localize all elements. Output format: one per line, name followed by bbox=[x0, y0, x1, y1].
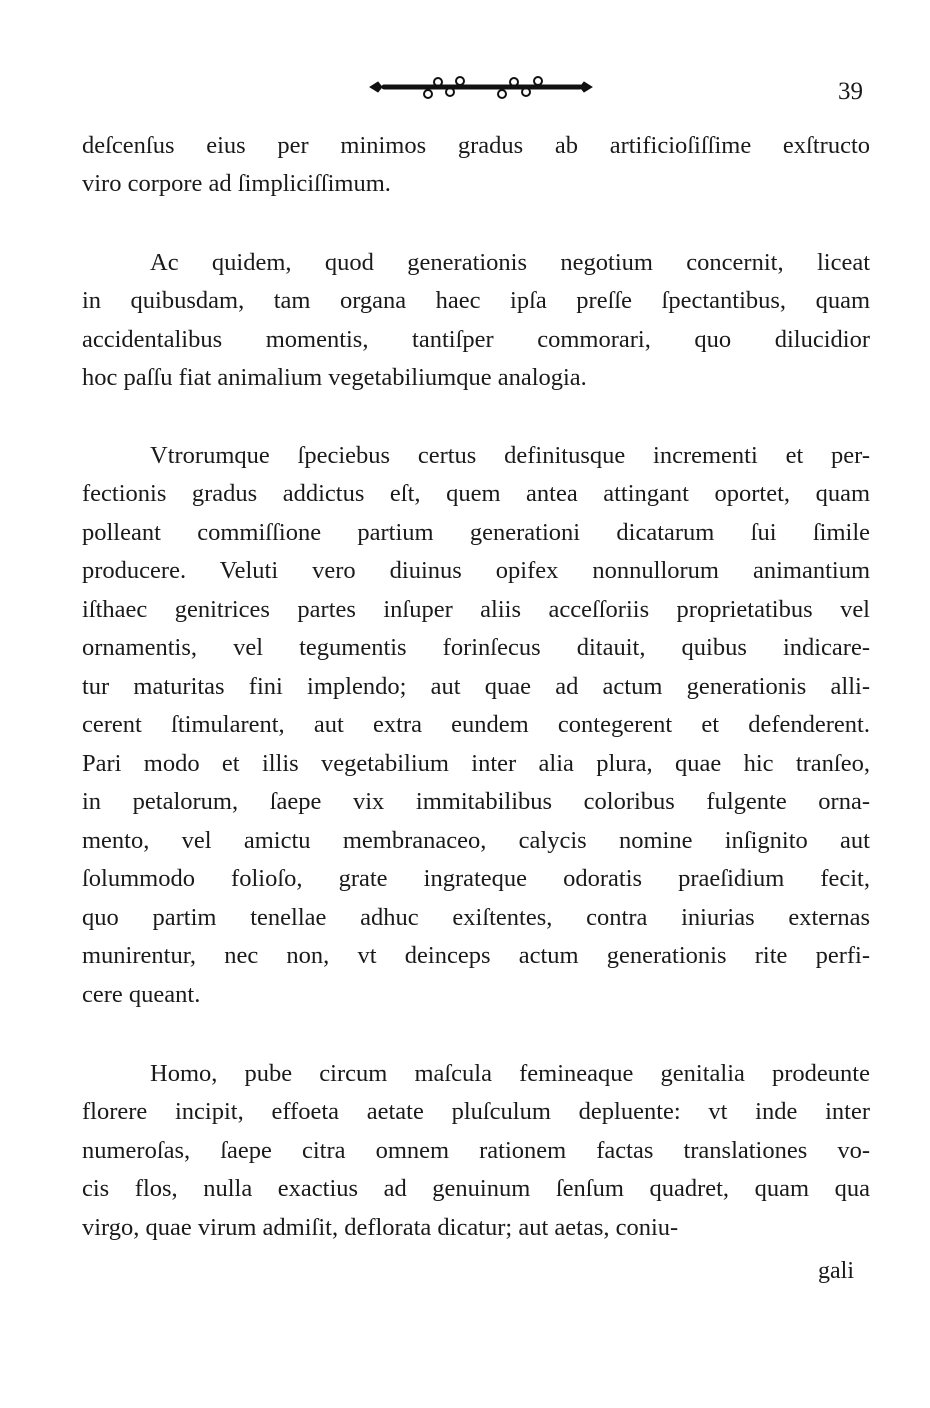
text-line: munirentur, nec non, vt deinceps actum generationis rite perfi- bbox=[82, 942, 870, 969]
page-number: 39 bbox=[838, 78, 863, 105]
text-line: hoc paſſu fiat animalium vegetabiliumque analogia. bbox=[82, 364, 587, 391]
text-line: Homo, pube circum maſcula femineaque genitalia prodeunte bbox=[150, 1060, 870, 1087]
text-line: iſthaec genitrices partes inſuper aliis acceſſoriis proprietatibus vel bbox=[82, 596, 870, 623]
text-line: mento, vel amictu membranaceo, calycis nomine inſignito aut bbox=[82, 827, 870, 854]
text-line: Vtrorumque ſpeciebus certus definitusque incrementi et per- bbox=[150, 442, 870, 469]
text-line: tur maturitas fini implendo; aut quae ad actum generationis alli- bbox=[82, 673, 870, 700]
text-line: Pari modo et illis vegetabilium inter alia plura, quae hic tranſeo, bbox=[82, 750, 870, 777]
text-line: ſolummodo folioſo, grate ingrateque odoratis praeſidium fecit, bbox=[82, 865, 870, 892]
text-line: virgo, quae virum admiſit, deflorata dicatur; aut aetas, coniu- bbox=[82, 1214, 679, 1241]
text-line: Ac quidem, quod generationis negotium concernit, liceat bbox=[150, 249, 870, 276]
text-line: fectionis gradus addictus eſt, quem antea attingant oportet, quam bbox=[82, 480, 870, 507]
text-line: quo partim tenellae adhuc exiſtentes, contra iniurias externas bbox=[82, 904, 870, 931]
catchword: gali bbox=[818, 1258, 854, 1284]
text-line: producere. Veluti vero diuinus opifex nonnullorum animantium bbox=[82, 557, 870, 584]
text-line: viro corpore ad ſimpliciſſimum. bbox=[82, 170, 391, 197]
text-line: in petalorum, ſaepe vix immitabilibus coloribus fulgente orna- bbox=[82, 788, 870, 815]
text-line: polleant commiſſione partium generationi dicatarum ſui ſimile bbox=[82, 519, 870, 546]
text-line: florere incipit, effoeta aetate pluſculum depluente: vt inde inter bbox=[82, 1098, 870, 1125]
text-line: accidentalibus momentis, tantiſper commorari, quo dilucidior bbox=[82, 326, 870, 353]
text-line: in quibusdam, tam organa haec ipſa preſſe ſpectantibus, quam bbox=[82, 287, 870, 314]
text-line: cere queant. bbox=[82, 981, 201, 1008]
decorative-ornament-icon bbox=[368, 74, 594, 104]
text-line: numeroſas, ſaepe citra omnem rationem factas translationes vo- bbox=[82, 1137, 870, 1164]
text-line: ornamentis, vel tegumentis forinſecus ditauit, quibus indicare- bbox=[82, 634, 870, 661]
text-line: deſcenſus eius per minimos gradus ab artificioſiſſime exſtructo bbox=[82, 132, 870, 159]
text-line: cerent ſtimularent, aut extra eundem contegerent et defenderent. bbox=[82, 711, 870, 738]
text-line: cis flos, nulla exactius ad genuinum ſenſum quadret, quam qua bbox=[82, 1175, 870, 1202]
